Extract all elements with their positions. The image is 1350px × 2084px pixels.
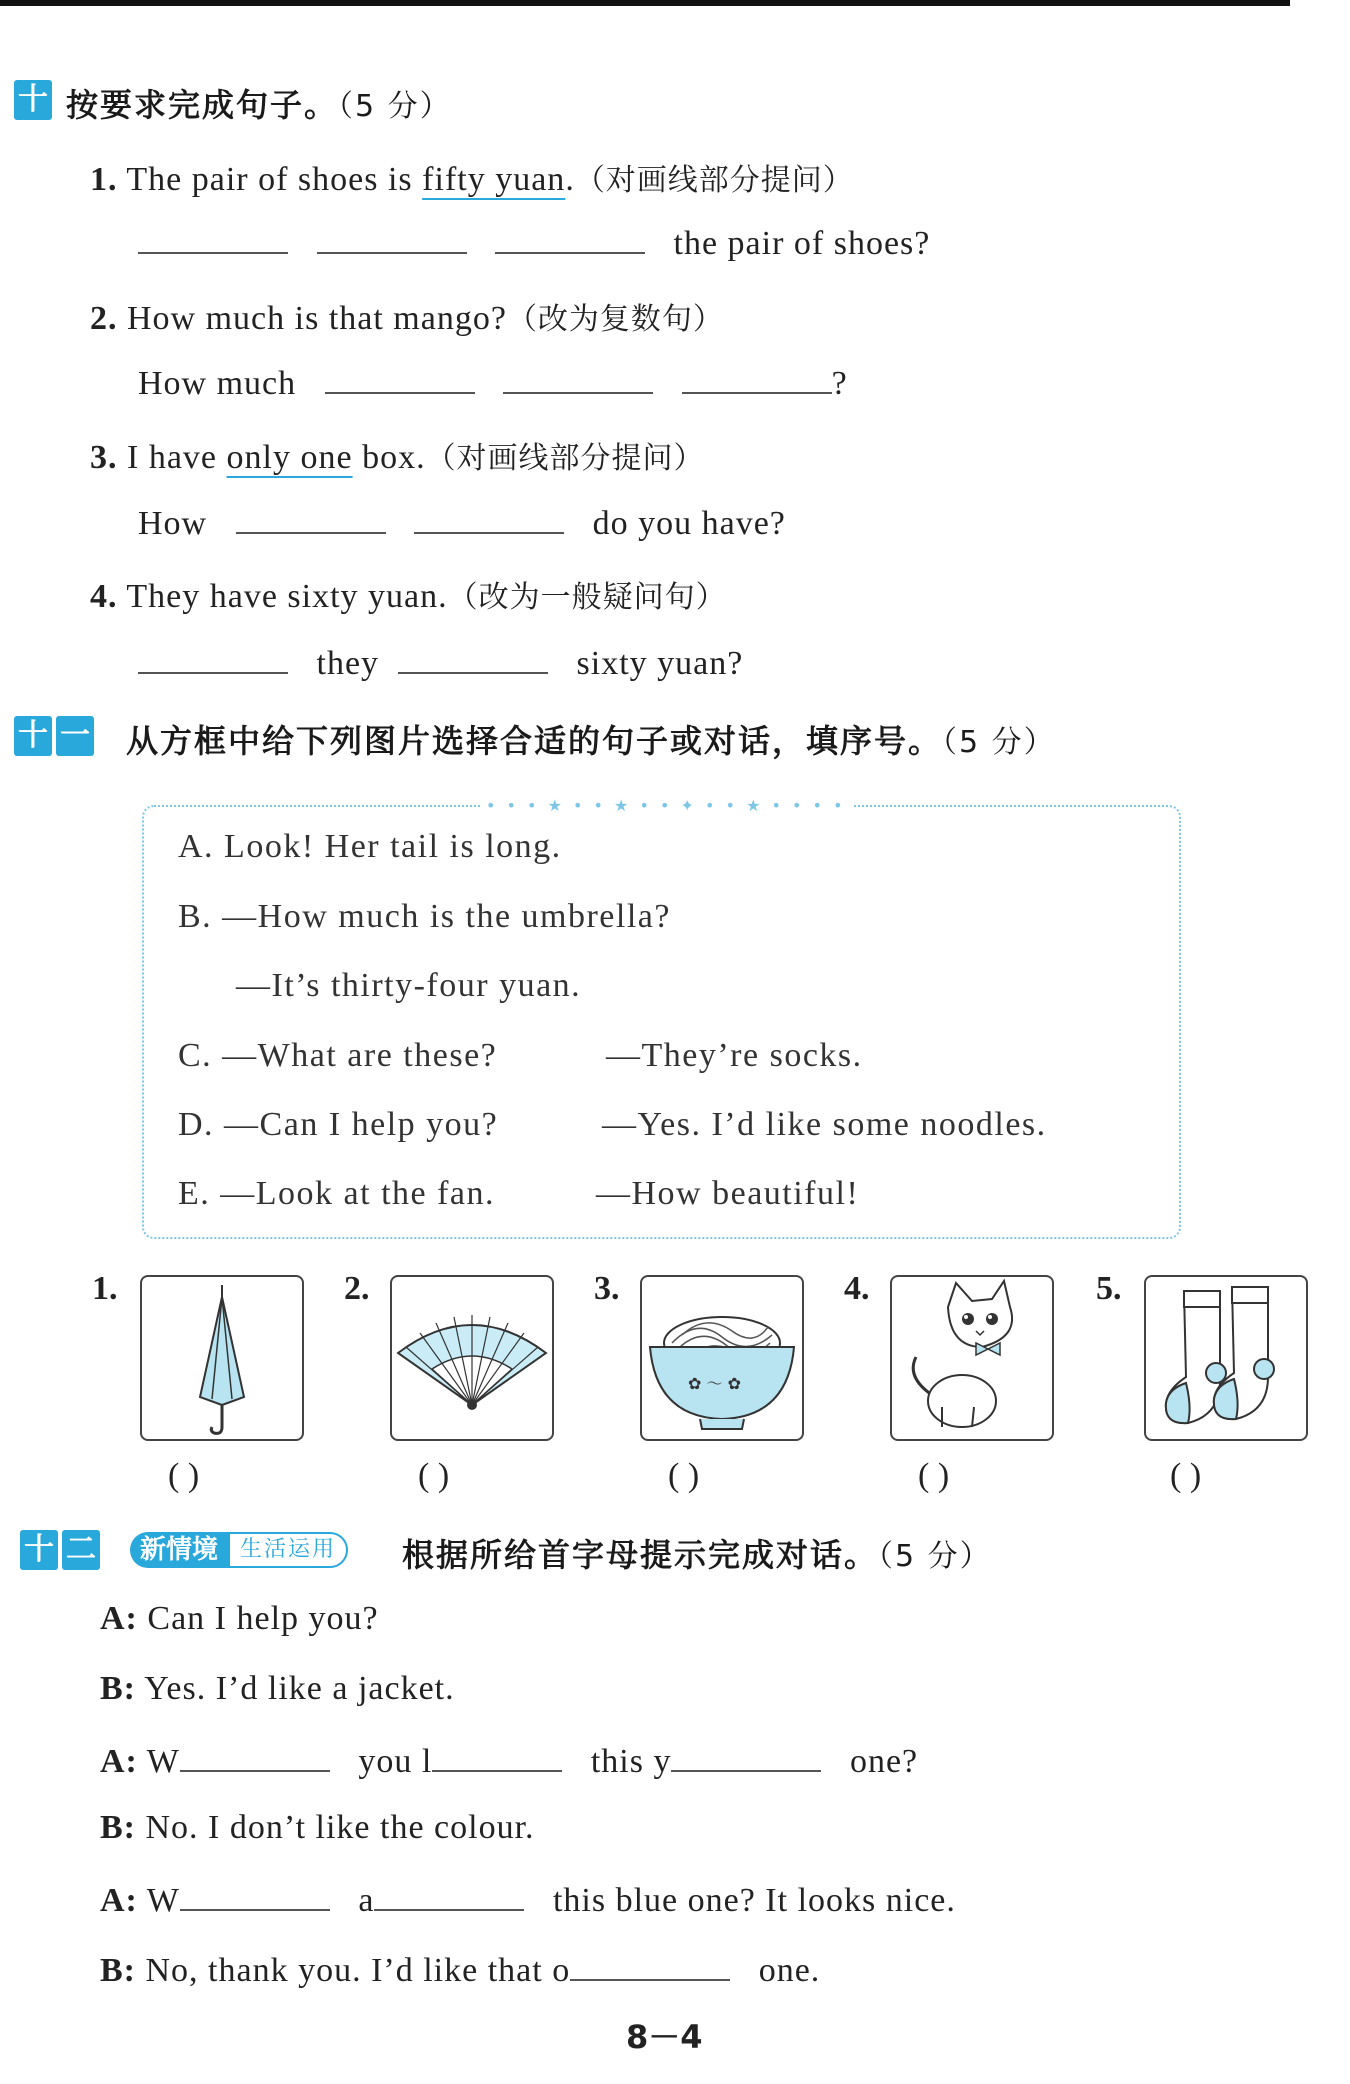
answer-4: they sixty yuan? — [138, 642, 743, 683]
option-a: A. Look! Her tail is long. — [178, 828, 562, 865]
answer-blank[interactable] — [671, 1740, 821, 1772]
option-c-reply: —They’re socks. — [606, 1037, 863, 1074]
underlined-phrase: fifty yuan — [422, 161, 566, 198]
dialogue-line-5: A: W a this blue one? It looks nice. — [100, 1879, 956, 1920]
option-d: D. —Can I help you? — [178, 1106, 499, 1143]
dialogue-line-3: A: W you l this y one? — [100, 1740, 918, 1781]
answer-blank[interactable] — [180, 1879, 330, 1911]
section-badge-10: 十 — [14, 80, 52, 120]
answer-paren-5[interactable]: ( ) — [1170, 1457, 1202, 1494]
option-e: E. —Look at the fan. — [178, 1175, 496, 1212]
answer-blank[interactable] — [570, 1949, 730, 1981]
picture-1-number: 1. — [92, 1270, 118, 1307]
decorative-stars: • • • ★ • • ★ • • ✦ • • ★ • • • • — [480, 796, 852, 815]
picture-4-number: 4. — [844, 1270, 870, 1307]
option-b: B. —How much is the umbrella? — [178, 898, 671, 935]
option-b-reply: —It’s thirty-four yuan. — [236, 967, 582, 1004]
cat-icon — [892, 1277, 1052, 1439]
option-c: C. —What are these? — [178, 1037, 498, 1074]
question-4: 4. They have sixty yuan.（改为一般疑问句） — [90, 578, 727, 615]
picture-2-number: 2. — [344, 1270, 370, 1307]
answer-blank[interactable] — [414, 502, 564, 534]
section-badge-11: 十 一 — [14, 716, 94, 756]
question-1: 1. The pair of shoes is fifty yuan.（对画线部分提问） — [90, 161, 854, 198]
fan-icon — [392, 1277, 552, 1439]
answer-blank[interactable] — [325, 362, 475, 394]
question-2: 2. How much is that mango?（改为复数句） — [90, 300, 724, 337]
answer-paren-1[interactable]: ( ) — [168, 1457, 200, 1494]
answer-blank[interactable] — [236, 502, 386, 534]
answer-blank[interactable] — [180, 1740, 330, 1772]
answer-3: How do you have? — [138, 502, 786, 543]
answer-paren-3[interactable]: ( ) — [668, 1457, 700, 1494]
answer-blank[interactable] — [432, 1740, 562, 1772]
answer-blank[interactable] — [374, 1879, 524, 1911]
section-title-10: 按要求完成句子。（5 分） — [66, 86, 452, 124]
answer-paren-4[interactable]: ( ) — [918, 1457, 950, 1494]
dialogue-line-1: A: Can I help you? — [100, 1600, 379, 1637]
answer-blank[interactable] — [317, 222, 467, 254]
section-badge-12: 十 二 — [20, 1530, 100, 1570]
dialogue-line-2: B: Yes. I’d like a jacket. — [100, 1670, 455, 1707]
answer-blank[interactable] — [398, 642, 548, 674]
section-title-11: 从方框中给下列图片选择合适的句子或对话，填序号。（5 分） — [126, 722, 1056, 760]
picture-1 — [140, 1275, 304, 1441]
picture-3-number: 3. — [594, 1270, 620, 1307]
question-3: 3. I have only one box.（对画线部分提问） — [90, 439, 705, 476]
answer-blank[interactable] — [138, 222, 288, 254]
answer-1: the pair of shoes? — [138, 222, 930, 263]
dialogue-line-6: B: No, thank you. I’d like that o one. — [100, 1949, 820, 1990]
dialogue-line-4: B: No. I don’t like the colour. — [100, 1809, 535, 1846]
picture-5-number: 5. — [1096, 1270, 1122, 1307]
answer-blank[interactable] — [495, 222, 645, 254]
section-title-12: 根据所给首字母提示完成对话。（5 分） — [402, 1536, 992, 1574]
svg-text:✿ ～ ✿: ✿ ～ ✿ — [688, 1374, 741, 1393]
answer-paren-2[interactable]: ( ) — [418, 1457, 450, 1494]
top-border — [0, 0, 1290, 6]
new-context-tag: 新情境 生活运用 — [130, 1532, 348, 1568]
answer-blank[interactable] — [503, 362, 653, 394]
options-box — [142, 805, 1181, 1239]
socks-icon — [1146, 1277, 1306, 1439]
underlined-phrase: only one — [226, 439, 353, 476]
answer-blank[interactable] — [682, 362, 832, 394]
picture-5 — [1144, 1275, 1308, 1441]
option-e-reply: —How beautiful! — [596, 1175, 860, 1212]
picture-2 — [390, 1275, 554, 1441]
page-number: 8－4 — [626, 2018, 703, 2056]
noodle-bowl-icon — [642, 1277, 802, 1439]
umbrella-icon — [142, 1277, 302, 1439]
option-d-reply: —Yes. I’d like some noodles. — [602, 1106, 1047, 1143]
picture-3 — [640, 1275, 804, 1441]
picture-4 — [890, 1275, 1054, 1441]
answer-blank[interactable] — [138, 642, 288, 674]
answer-2: How much ? — [138, 362, 848, 403]
